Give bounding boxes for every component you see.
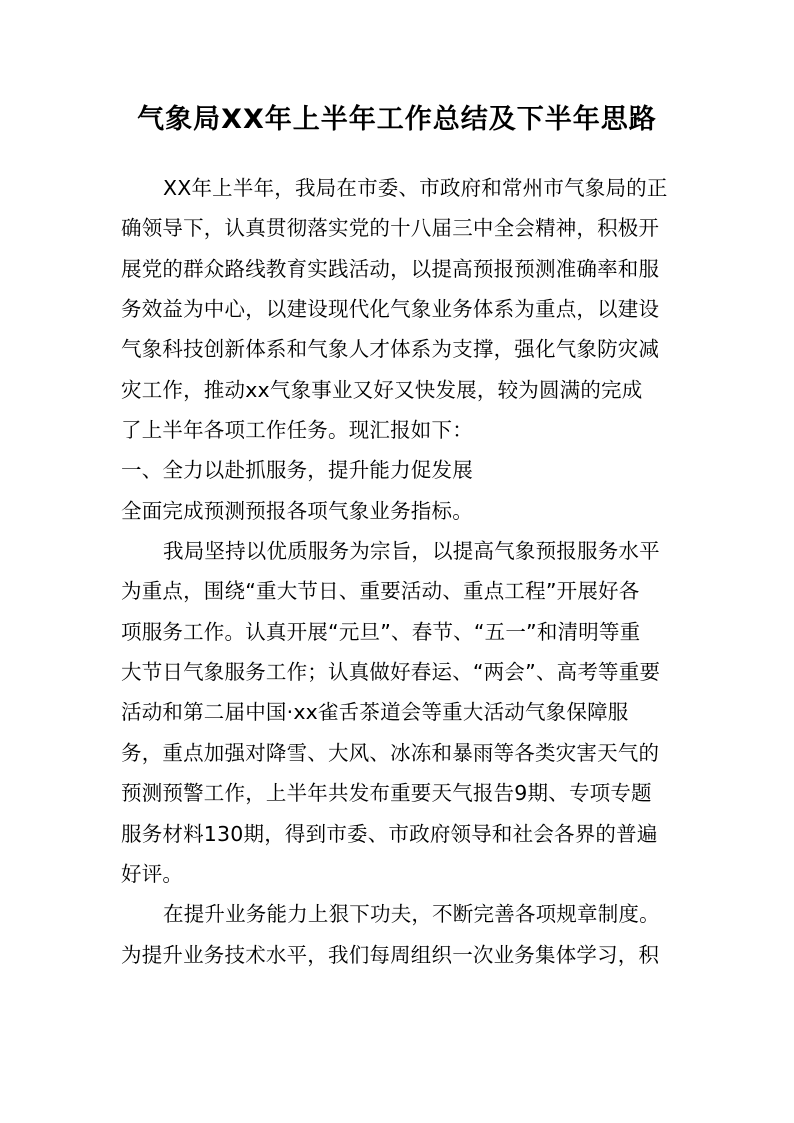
document-body <box>121 168 681 975</box>
document-title: 气象局XX年上半年工作总结及下半年思路 <box>137 104 657 135</box>
paragraph-line: XX年上半年，我局在市委、市政府和常州市气象局的正 <box>163 176 668 200</box>
paragraph-line: 好评。 <box>121 861 184 886</box>
paragraph-line: 务，重点加强对降雪、大风、冰冻和暴雨等各类灾害天气的 <box>121 740 660 765</box>
paragraph-line: 为重点，围绕“重大节日、重要活动、重点工程”开展好各 <box>121 579 640 604</box>
subsection-heading: 全面完成预测预报各项气象业务指标。 <box>121 498 473 523</box>
paragraph-line: 我局坚持以优质服务为宗旨，以提高气象预报服务水平 <box>163 539 660 564</box>
section-heading: 一、全力以赴抓服务，提升能力促发展 <box>121 458 473 483</box>
paragraph-line: 务效益为中心，以建设现代化气象业务体系为重点，以建设 <box>121 297 660 322</box>
paragraph-line: 预测预警工作，上半年共发布重要天气报告9期、专项专题 <box>121 781 652 806</box>
paragraph-line: 活动和第二届中国·xx雀舌茶道会等重大活动气象保障服 <box>121 700 629 725</box>
paragraph-line: 展党的群众路线教育实践活动，以提高预报预测准确率和服 <box>121 256 660 281</box>
paragraph-line: 服务材料130期，得到市委、市政府领导和社会各界的普遍 <box>121 821 658 846</box>
paragraph-line: 气象科技创新体系和气象人才体系为支撑，强化气象防灾减 <box>121 337 660 362</box>
paragraph-line: 大节日气象服务工作；认真做好春运、“两会”、高考等重要 <box>121 660 661 685</box>
paragraph-line: 了上半年各项工作任务。现汇报如下： <box>121 418 473 443</box>
paragraph-line: 为提升业务技术水平，我们每周组织一次业务集体学习，积 <box>121 942 660 967</box>
paragraph-line: 灾工作，推动xx气象事业又好又快发展，较为圆满的完成 <box>121 377 643 402</box>
paragraph-line: 在提升业务能力上狠下功夫，不断完善各项规章制度。 <box>163 902 660 927</box>
paragraph-line: 确领导下，认真贯彻落实党的十八届三中全会精神，积极开 <box>121 216 660 241</box>
paragraph-line: 项服务工作。认真开展“元旦”、春节、“五一”和清明等重 <box>121 619 641 644</box>
